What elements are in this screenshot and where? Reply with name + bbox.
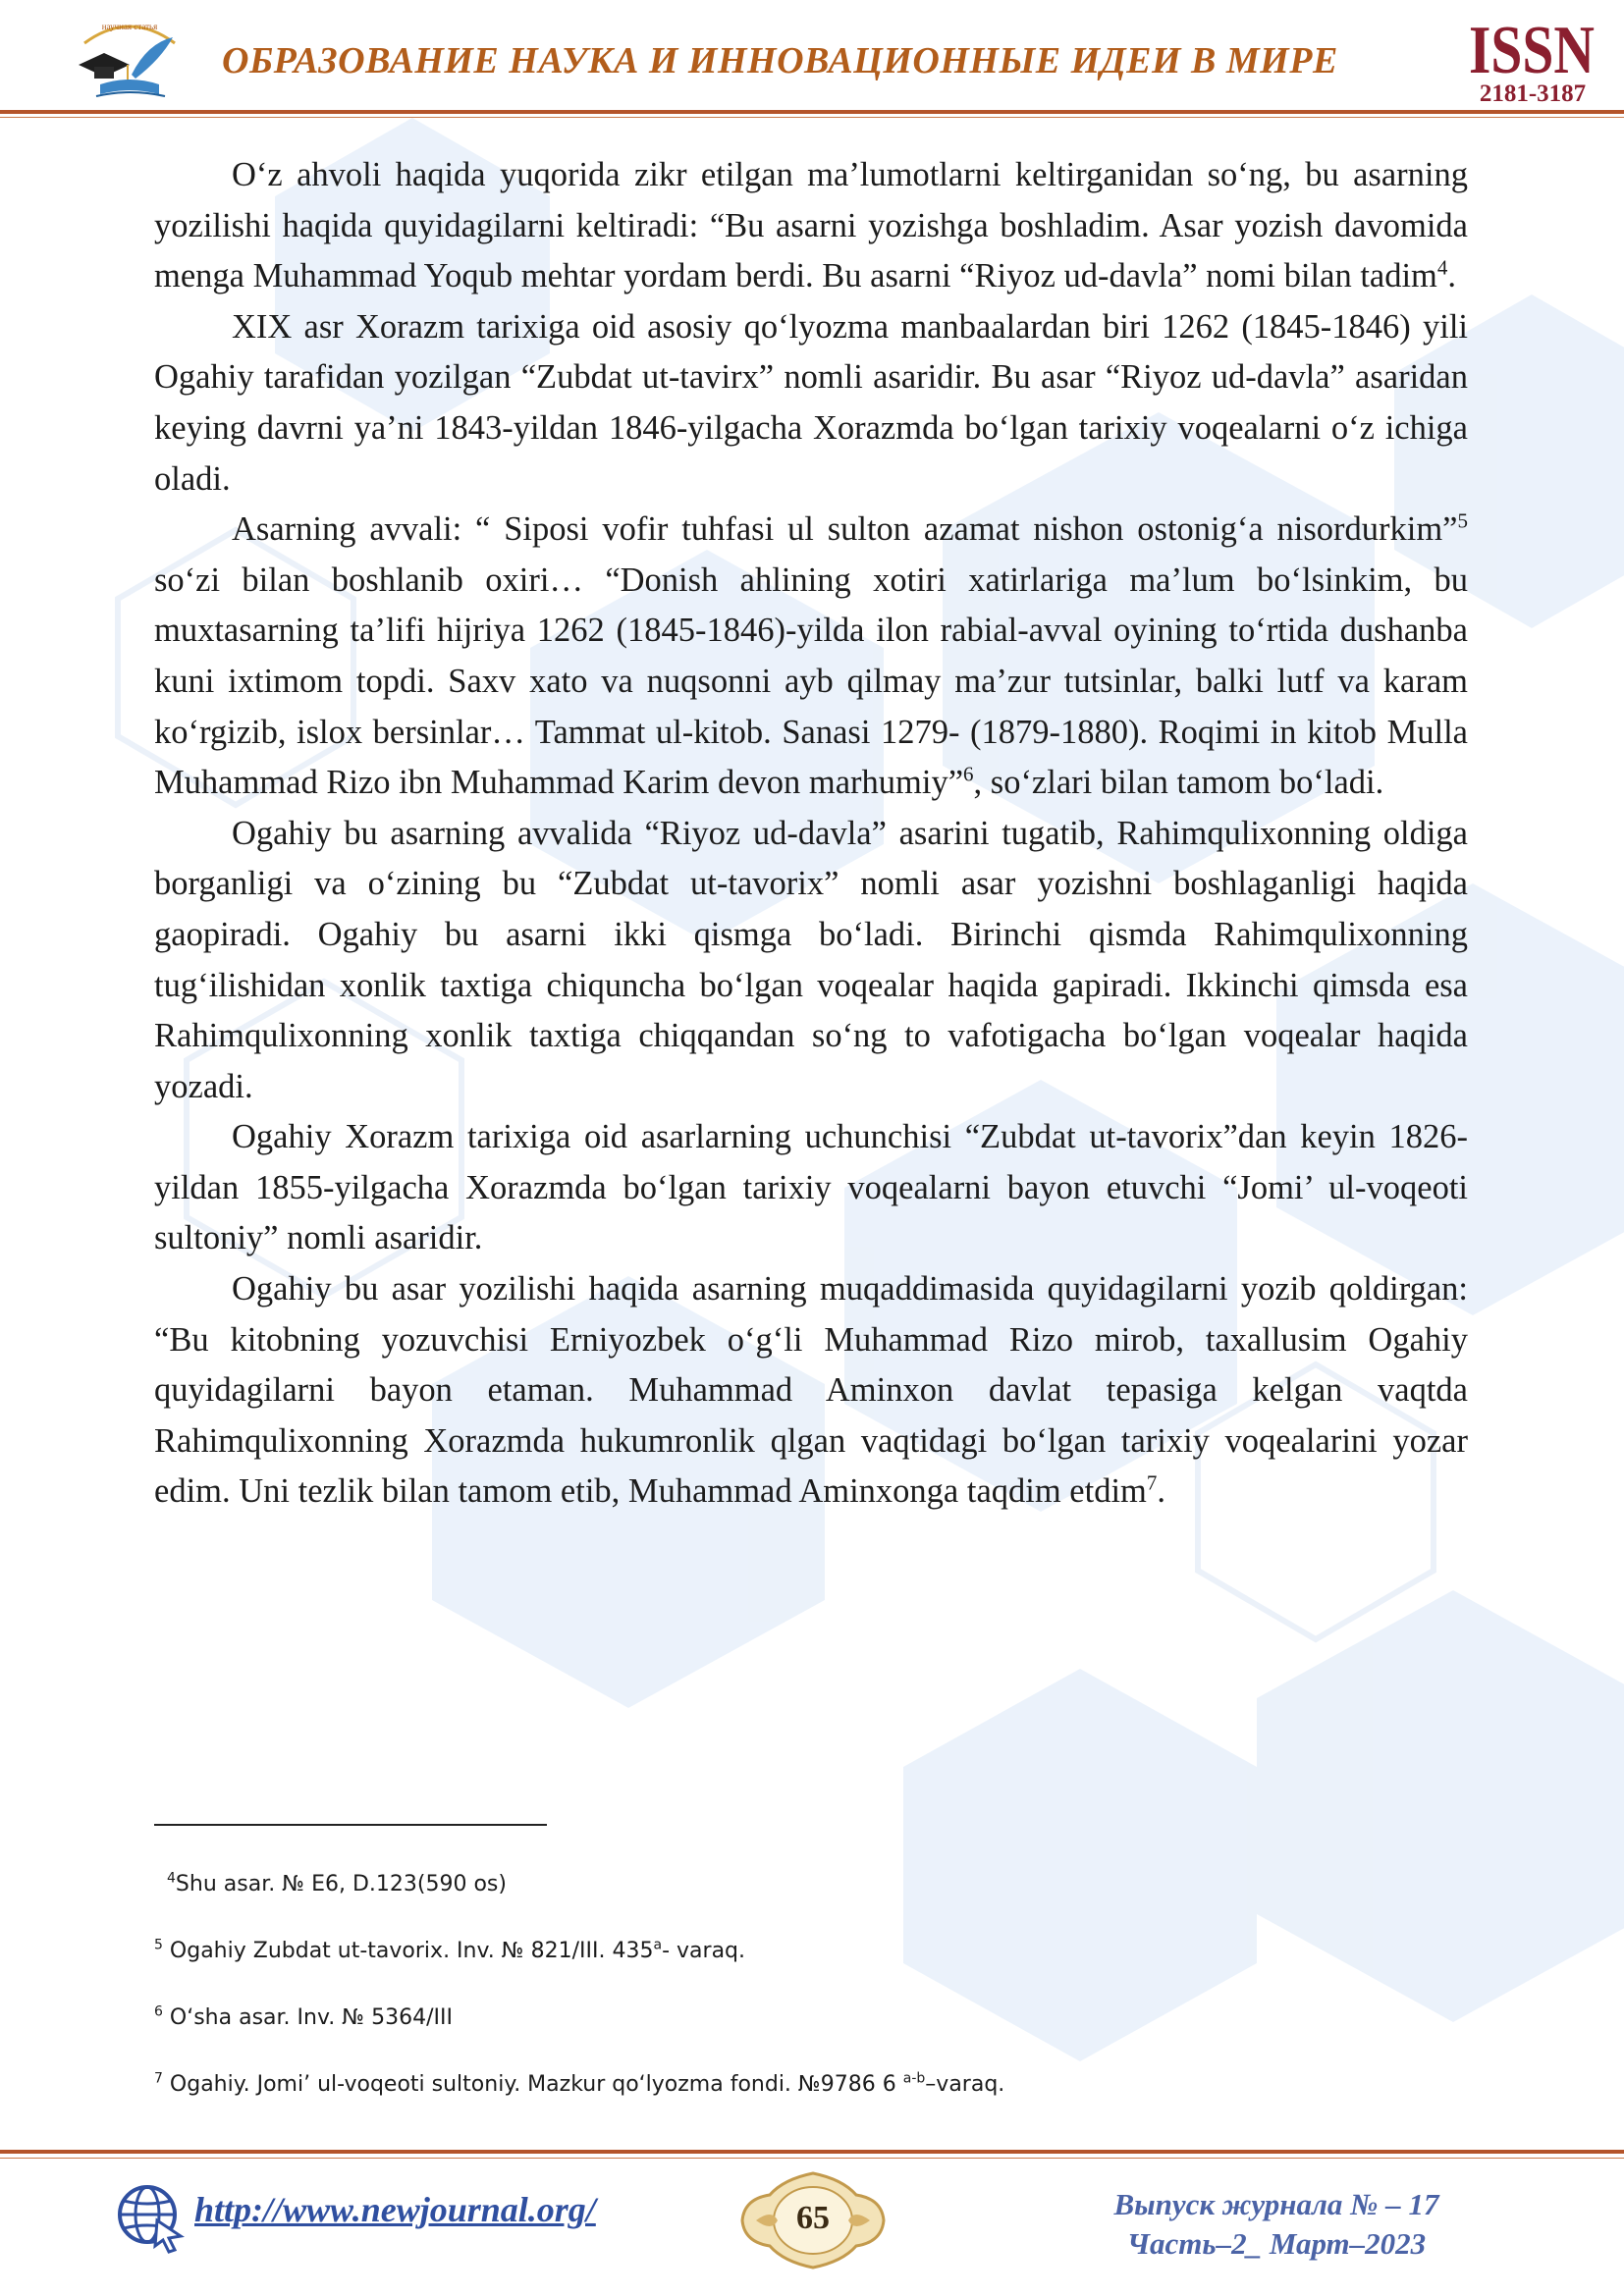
footnote-reference: 6 [963, 762, 974, 786]
paragraph-text: , so‘zlari bilan tamom bo‘ladi. [973, 764, 1384, 802]
paragraph-text: . [1447, 257, 1457, 295]
issn-logo [1467, 13, 1597, 88]
footnote-item [154, 2071, 1004, 2099]
journal-website-link[interactable]: http://www.newjournal.org/ [194, 2190, 596, 2229]
footnote-mark: 6 [154, 2003, 163, 2020]
footnote-text: Ogahiy Zubdat ut-tavorix. Inv. № 821/III. 435 [162, 1939, 654, 1963]
paragraph-text: Ogahiy Xorazm tarixiga oid asarlarning uchunchisi “Zubdat ut-tavorix”dan keyin 1826-yildan 1855-yilgacha Xorazmda bo‘lgan tarixiy voqealarni bayon etuvchi “Jomi’ ul-voqeoti sultoniy” nomli asaridir. [154, 1118, 1468, 1257]
paragraph-text: O‘z ahvoli haqida yuqorida zikr etilgan ma’lumotlarni keltirganidan so‘ng, bu asarning yozilishi haqida quyidagilarni keltiradi: “Bu asarni yozishga boshladim. Asar yozish davomida menga Muhammad Yoqub mehtar yordam berdi. Bu asarni “Riyoz ud-davla” nomi bilan tadim [154, 156, 1468, 295]
footnote-mark: 5 [154, 1937, 163, 1953]
footnote-separator [154, 1824, 547, 1826]
page-number: 65 [796, 2200, 830, 2236]
footnote-text-tail: –varaq. [925, 2072, 1005, 2097]
article-paragraph [154, 1112, 1468, 1264]
globe-icon [114, 2181, 185, 2252]
footnote-item [154, 2004, 453, 2032]
footnote-text: Shu asar. № E6, D.123(590 os) [175, 1872, 507, 1896]
footnote-item [167, 1871, 507, 1898]
article-paragraph [154, 302, 1468, 505]
footnote-reference: 5 [1457, 508, 1468, 533]
paragraph-text: so‘zi bilan boshlanib oxiri… “Donish ahlining xotiri xatirlariga ma’lum bo‘lsinkim, bu muxtasarning ta’lifi hijriya 1262 (1845-1846)-yilda ilon rabial-avval oyining to‘rtida dushanba kuni ixtimom topdi. Saxv xato va nuqsonni ayb qilmay ma’zur tutsinlar, balki lutf va karam ko‘rgizib, islox bersinlar… Tammat ul-kitob. Sanasi 1279- (1879-1880). Roqimi in kitob Mulla Muhammad Rizo ibn Muhammad Karim devon marhumiy” [154, 561, 1468, 802]
paragraph-text: XIX asr Xorazm tarixiga oid asosiy qo‘lyozma manbaalardan biri 1262 (1845-1846) yili Ogahiy tarafidan yozilgan “Zubdat ut-tavirx” nomli asaridir. Bu asar “Riyoz ud-davla” asaridan keying davrni ya’ni 1843-yildan 1846-yilgacha Xorazmda bo‘lgan tarixiy voqealarni o‘z ichiga oladi. [154, 307, 1468, 498]
footer-divider [0, 2150, 1624, 2154]
journal-title: ОБРАЗОВАНИЕ НАУКА И ИННОВАЦИОННЫЕ ИДЕИ В МИРЕ [222, 40, 1338, 81]
paragraph-text: Asarning avvali: “ Siposi vofir tuhfasi ul sulton azamat nishon ostonig‘a nisordurkim” [232, 510, 1458, 549]
journal-logo-icon [71, 14, 189, 102]
issue-part-date: Часть–2_ Март–2023 [1126, 2226, 1427, 2261]
footnote-superscript: a-b [902, 2070, 926, 2087]
paragraph-text: . [1157, 1472, 1166, 1511]
issue-number: Выпуск журнала № – 17 [1113, 2187, 1439, 2221]
issn-logo-text: ISSN [1469, 13, 1595, 88]
paragraph-text: Ogahiy bu asar yozilishi haqida asarning muqaddimasida quyidagilarni yozib qoldirgan: “Bu kitobning yozuvchisi Erniyozbek o‘g‘li Muhammad Rizo mirob, taxallusim Ogahiy quyidagilarni bayon etaman. Muhammad Aminxon davlat tepasiga kelgan vaqtda Rahimqulixonning Xorazmda hukumronlik qlgan vaqtidagi bo‘lgan tarixiy voqealarini yozar edim. Uni tezlik bilan tamom etib, Muhammad Aminxonga taqdim etdim [154, 1270, 1468, 1511]
footnote-reference: 4 [1436, 255, 1448, 280]
article-paragraph [154, 505, 1468, 809]
paragraph-text: Ogahiy bu asarning avvalida “Riyoz ud-davla” asarini tugatib, Rahimqulixonning oldiga borganligi va o‘zining bu “Zubdat ut-tavorix” nomli asar yozishni boshlaganligi haqida gaopiradi. Ogahiy bu asarni ikki qismga bo‘ladi. Birinchi qismda Rahimqulixonning tug‘ilishidan xonlik taxtiga chiquncha bo‘lgan voqealar haqida gapiradi. Ikkinchi qimsda esa Rahimqulixonning xonlik taxtiga chiqqandan so‘ng to vafotigacha bo‘lgan voqealar haqida yozadi. [154, 814, 1468, 1105]
footnote-text: O‘sha asar. Inv. № 5364/III [162, 2005, 454, 2030]
footnote-reference: 7 [1146, 1470, 1158, 1495]
article-paragraph [154, 150, 1468, 302]
footnote-item [154, 1938, 745, 1965]
footnote-mark: 7 [154, 2070, 163, 2087]
header-divider [0, 110, 1624, 114]
article-paragraph [154, 1264, 1468, 1518]
article-body [154, 150, 1468, 1518]
footnote-text: Ogahiy. Jomi’ ul-voqeoti sultoniy. Mazkur qo‘lyozma fondi. №9786 6 [162, 2072, 903, 2097]
footnote-superscript: a [653, 1937, 663, 1953]
footer-divider-thin [0, 2158, 1624, 2159]
header-divider-thin [0, 117, 1624, 118]
issn-number: 2181-3187 [1479, 80, 1587, 107]
logo-arc-text: научная статья [101, 22, 158, 31]
footnote-text-tail: - varaq. [662, 1939, 746, 1963]
page-header [0, 0, 1624, 128]
article-paragraph [154, 809, 1468, 1113]
footnote-mark: 4 [167, 1870, 176, 1887]
